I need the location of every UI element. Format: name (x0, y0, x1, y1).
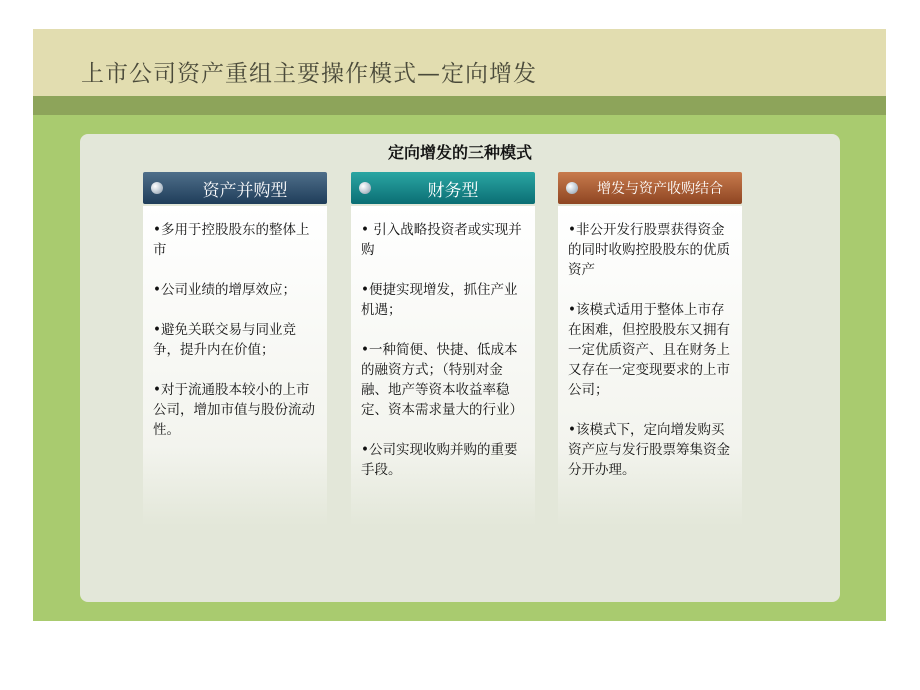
column-header-label: 资产并购型 (202, 180, 288, 201)
list-item: •一种简便、快捷、低成本的融资方式；（特别对金融、地产等资本收益率稳定、资本需求量大的行业） (361, 342, 523, 418)
column-body-combined (558, 206, 742, 526)
slide-title: 上市公司资产重组主要操作模式—定向增发 (81, 61, 537, 87)
column-header-label: 增发与资产收购结合 (597, 181, 723, 197)
title-bar (33, 29, 886, 96)
list-item: •多用于控股股东的整体上市 (153, 222, 310, 258)
list-item: •该模式适用于整体上市存在困难，但控股股东又拥有一定优质资产、且在财务上又存在一定变现要求的上市公司； (568, 302, 730, 398)
column-header-financial (351, 172, 535, 204)
column-header-label: 财务型 (427, 180, 479, 201)
list-item: • 引入战略投资者或实现并购 (361, 222, 522, 258)
list-item: •对于流通股本较小的上市公司，增加市值与股份流动性。 (153, 382, 315, 438)
sphere-bullet-icon (151, 182, 163, 194)
list-item: •便捷实现增发，抓住产业机遇； (361, 282, 518, 318)
list-item: •避免关联交易与同业竞争，提升内在价值； (153, 322, 296, 358)
column-body-asset-acquisition (143, 206, 327, 526)
sphere-bullet-icon (566, 182, 578, 194)
title-stripe (33, 96, 886, 115)
sphere-bullet-icon (359, 182, 371, 194)
panel-heading: 定向增发的三种模式 (387, 143, 532, 162)
column-header-asset-acquisition (143, 172, 327, 204)
list-item: •非公开发行股票获得资金的同时收购控股股东的优质资产 (568, 222, 730, 278)
list-item: •公司业绩的增厚效应； (153, 282, 296, 298)
slide (33, 29, 886, 621)
column-header-combined (558, 172, 742, 204)
list-item: •公司实现收购并购的重要手段。 (361, 442, 518, 478)
column-body-financial (351, 206, 535, 526)
list-item: •该模式下，定向增发购买资产应与发行股票筹集资金分开办理。 (568, 422, 730, 478)
content-panel (80, 134, 840, 602)
